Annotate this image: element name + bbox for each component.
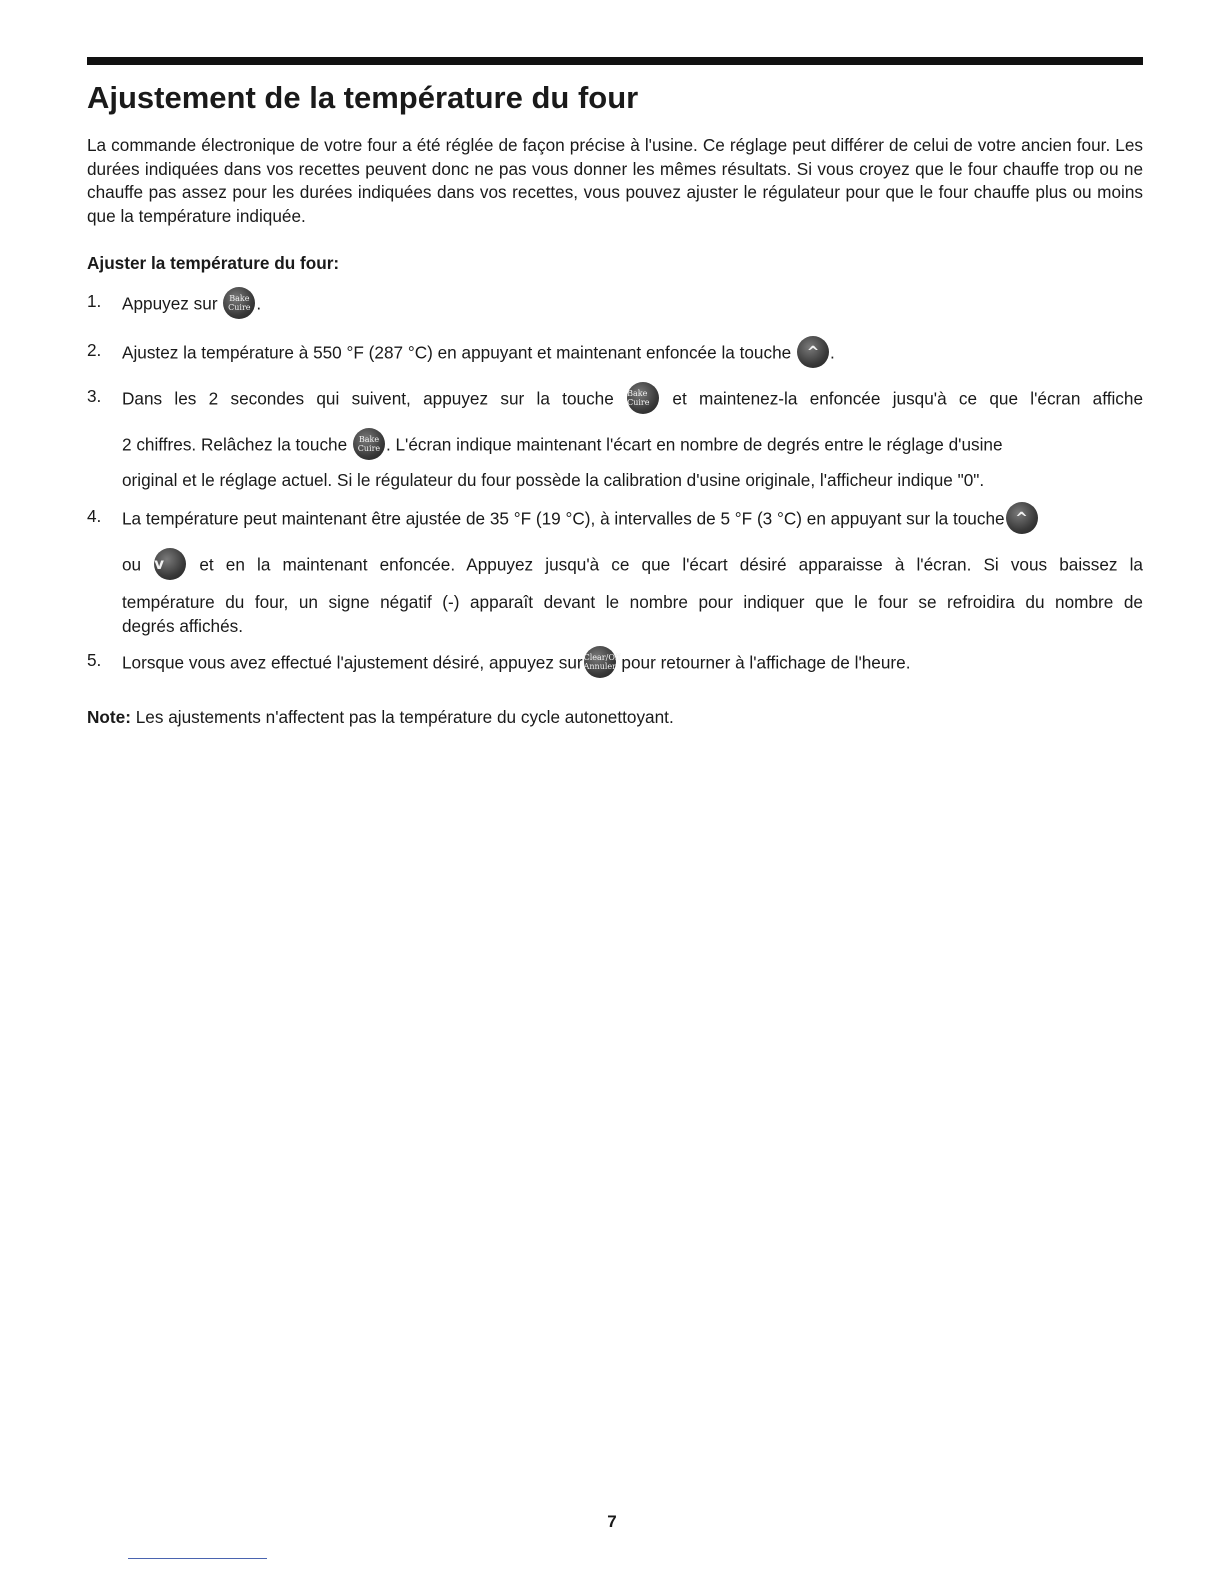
page-title: Ajustement de la température du four: [87, 80, 639, 115]
step-text: La température peut maintenant être ajustée de 35 °F (19 °C), à intervalles de 5 °F (3 °C) en appuyant sur la touche: [122, 508, 1005, 529]
step-text: Dans les 2 secondes qui suivent, appuyez sur la touche: [122, 388, 614, 409]
bake-button-icon: Bake Cuire: [353, 428, 385, 460]
step-text: Appuyez sur: [122, 293, 218, 314]
step-text: . L'écran indique maintenant l'écart en nombre de degrés entre le réglage d'usine: [385, 434, 1003, 455]
step-4: [87, 504, 1143, 638]
note-label: Note:: [87, 707, 131, 727]
step-5: [87, 648, 1143, 680]
page-number: 7: [607, 1512, 617, 1531]
note-text: Les ajustements n'affectent pas la température du cycle autonettoyant.: [135, 707, 674, 727]
bake-button-icon: Bake Cuire: [223, 287, 255, 319]
top-rule: [87, 57, 1143, 65]
step-1: [87, 289, 1143, 321]
step-text: température du four, un signe négatif (-) apparaît devant le nombre pour indiquer que le four se refroidira du nombre de: [122, 592, 1143, 612]
step-text: ou: [122, 554, 142, 575]
step-number: 1.: [87, 291, 102, 311]
step-number: 5.: [87, 650, 102, 670]
step-text: Ajustez la température à 550 °F (287 °C) en appuyant et maintenant enfoncée la touche: [122, 342, 792, 363]
step-text: .: [829, 342, 835, 363]
step-text: et maintenez-la enfoncée jusqu'à ce que l'écran affiche: [672, 388, 1144, 409]
step-text: .: [256, 293, 262, 314]
step-3: [87, 384, 1143, 492]
clear-off-button-icon: Clear/Off Annuler: [584, 646, 616, 678]
step-number: 3.: [87, 386, 102, 406]
step-text: 2 chiffres. Relâchez la touche: [122, 434, 348, 455]
up-arrow-button-icon: ^: [1006, 502, 1038, 534]
step-text: original et le réglage actuel. Si le régulateur du four possède la calibration d'usine originale, l'afficheur indique "0".: [122, 470, 985, 490]
note: [87, 707, 674, 728]
bake-button-icon: Bake Cuire: [627, 382, 659, 414]
down-arrow-button-icon: v: [154, 548, 186, 580]
step-text: et en la maintenant enfoncée. Appuyez jusqu'à ce que l'écart désiré apparaisse à l'écran. Si vous baissez la: [199, 554, 1143, 575]
step-text: degrés affichés.: [122, 616, 244, 636]
procedure-heading: Ajuster la température du four:: [87, 253, 340, 273]
step-text: Lorsque vous avez effectué l'ajustement désiré, appuyez sur: [122, 652, 583, 673]
step-number: 4.: [87, 506, 102, 526]
bottom-link-line: [128, 1558, 267, 1559]
intro-paragraph: La commande électronique de votre four a été réglée de façon précise à l'usine. Ce réglage peut différer de celui de votre ancien four. Les durées indiquées dans vos recettes peuvent donc ne pas vous donner les mêmes résultats. Si vous croyez que le four chauffe trop ou ne chauffe pas assez pour les durées indiquées dans vos recettes, vous pouvez ajuster le régulateur pour que le four chauffe plus ou moins que la température indiquée.: [87, 135, 1143, 226]
step-number: 2.: [87, 340, 102, 360]
up-arrow-button-icon: ^: [797, 336, 829, 368]
step-text: pour retourner à l'affichage de l'heure.: [621, 652, 911, 673]
step-2: [87, 338, 1143, 370]
